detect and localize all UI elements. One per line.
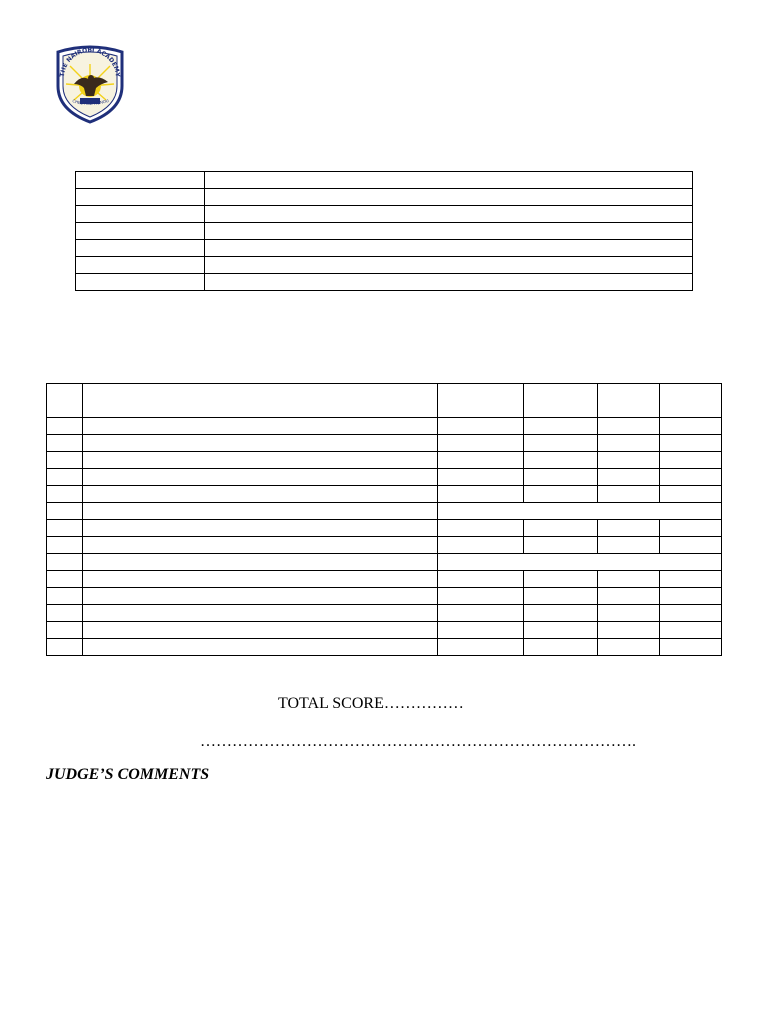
table-row [76,206,693,223]
table-cell[interactable] [205,223,693,240]
table-cell[interactable] [47,503,83,520]
table-row [47,537,722,554]
table-cell[interactable] [438,418,524,435]
table-row [76,240,693,257]
table-cell[interactable] [47,622,83,639]
table-row [47,571,722,588]
table-cell[interactable] [83,452,438,469]
school-crest-icon [50,44,130,124]
table-cell[interactable] [76,257,205,274]
table-row [76,274,693,291]
table-cell[interactable] [660,435,722,452]
table-header-cell [47,384,83,418]
table-cell[interactable] [83,622,438,639]
table-cell[interactable] [47,418,83,435]
table-cell[interactable] [76,172,205,189]
table-cell[interactable] [598,639,660,656]
table-cell[interactable] [438,486,524,503]
table-header-cell [524,384,598,418]
table-cell[interactable] [47,486,83,503]
table-cell[interactable] [438,622,524,639]
table-cell[interactable] [660,639,722,656]
table-cell[interactable] [438,520,524,537]
table-cell[interactable] [438,452,524,469]
table-cell[interactable] [76,274,205,291]
total-score-label: TOTAL SCORE…………… [278,695,464,712]
table-row [76,257,693,274]
details-table [75,171,693,291]
table-cell[interactable] [76,189,205,206]
table-cell[interactable] [524,605,598,622]
table-cell[interactable] [83,418,438,435]
table-cell[interactable] [83,588,438,605]
table-cell[interactable] [438,588,524,605]
table-cell[interactable] [598,486,660,503]
table-merged-cell[interactable] [438,554,722,571]
table-cell[interactable] [83,639,438,656]
table-row [47,588,722,605]
table-cell[interactable] [438,639,524,656]
table-cell[interactable] [83,503,438,520]
table-cell[interactable] [660,622,722,639]
table-row [76,223,693,240]
table-cell[interactable] [598,537,660,554]
table-cell[interactable] [47,605,83,622]
table-cell[interactable] [47,452,83,469]
table-cell[interactable] [83,571,438,588]
table-cell[interactable] [83,605,438,622]
table-cell[interactable] [524,435,598,452]
table-cell[interactable] [524,588,598,605]
table-cell[interactable] [47,469,83,486]
judge-comments-heading: JUDGE’S COMMENTS [46,766,210,783]
table-cell[interactable] [83,435,438,452]
table-cell[interactable] [47,537,83,554]
table-cell[interactable] [660,571,722,588]
table-row [47,622,722,639]
table-cell[interactable] [660,418,722,435]
table-cell[interactable] [76,206,205,223]
table-cell[interactable] [660,452,722,469]
table-cell[interactable] [524,486,598,503]
table-cell[interactable] [598,588,660,605]
table-cell[interactable] [660,469,722,486]
table-cell[interactable] [598,435,660,452]
table-cell[interactable] [524,622,598,639]
table-cell[interactable] [660,588,722,605]
school-logo [50,44,130,124]
table-cell[interactable] [438,469,524,486]
table-cell[interactable] [524,418,598,435]
table-cell[interactable] [76,240,205,257]
table-cell[interactable] [205,172,693,189]
table-row [47,554,722,571]
table-cell[interactable] [47,554,83,571]
table-cell[interactable] [83,554,438,571]
table-header-cell [83,384,438,418]
table-cell[interactable] [660,605,722,622]
table-cell[interactable] [598,622,660,639]
signature-dotted-line: ………………………………………………………………………. [200,733,636,750]
table-cell[interactable] [83,520,438,537]
table-cell[interactable] [598,605,660,622]
table-cell[interactable] [524,520,598,537]
table-cell[interactable] [524,639,598,656]
table-cell[interactable] [205,274,693,291]
table-row [76,189,693,206]
table-cell[interactable] [205,206,693,223]
table-cell[interactable] [438,537,524,554]
table-row [47,452,722,469]
table-cell[interactable] [83,486,438,503]
score-table [46,383,722,656]
table-cell[interactable] [205,189,693,206]
table-cell[interactable] [598,571,660,588]
table-cell[interactable] [598,418,660,435]
table-merged-cell[interactable] [438,503,722,520]
table-header-cell [598,384,660,418]
table-cell[interactable] [83,469,438,486]
table-cell[interactable] [598,520,660,537]
table-cell[interactable] [660,537,722,554]
table-cell[interactable] [47,639,83,656]
table-cell[interactable] [524,469,598,486]
table-cell[interactable] [205,240,693,257]
table-cell[interactable] [47,520,83,537]
table-cell[interactable] [524,571,598,588]
table-row [47,605,722,622]
table-row [76,172,693,189]
table-cell[interactable] [524,452,598,469]
table-row [47,486,722,503]
table-cell[interactable] [660,486,722,503]
table-row [47,639,722,656]
table-header-cell [660,384,722,418]
table-cell[interactable] [438,605,524,622]
table-row [47,520,722,537]
table-row [47,435,722,452]
table-row [47,418,722,435]
table-cell[interactable] [47,571,83,588]
table-row [47,503,722,520]
table-cell[interactable] [598,469,660,486]
table-cell[interactable] [205,257,693,274]
table-cell[interactable] [76,223,205,240]
table-cell[interactable] [47,435,83,452]
svg-text:RICHES AND HONOUR: CHES AND HONOU [71,97,110,107]
table-cell[interactable] [47,588,83,605]
table-cell[interactable] [438,435,524,452]
table-cell[interactable] [660,520,722,537]
table-row [47,469,722,486]
svg-text:THE NAIROBI ACADEMY: THE NAIROBI ACADEMY [58,46,122,78]
table-cell[interactable] [524,537,598,554]
table-header-cell [438,384,524,418]
table-header-row [47,384,722,418]
table-cell[interactable] [83,537,438,554]
table-cell[interactable] [438,571,524,588]
table-cell[interactable] [598,452,660,469]
